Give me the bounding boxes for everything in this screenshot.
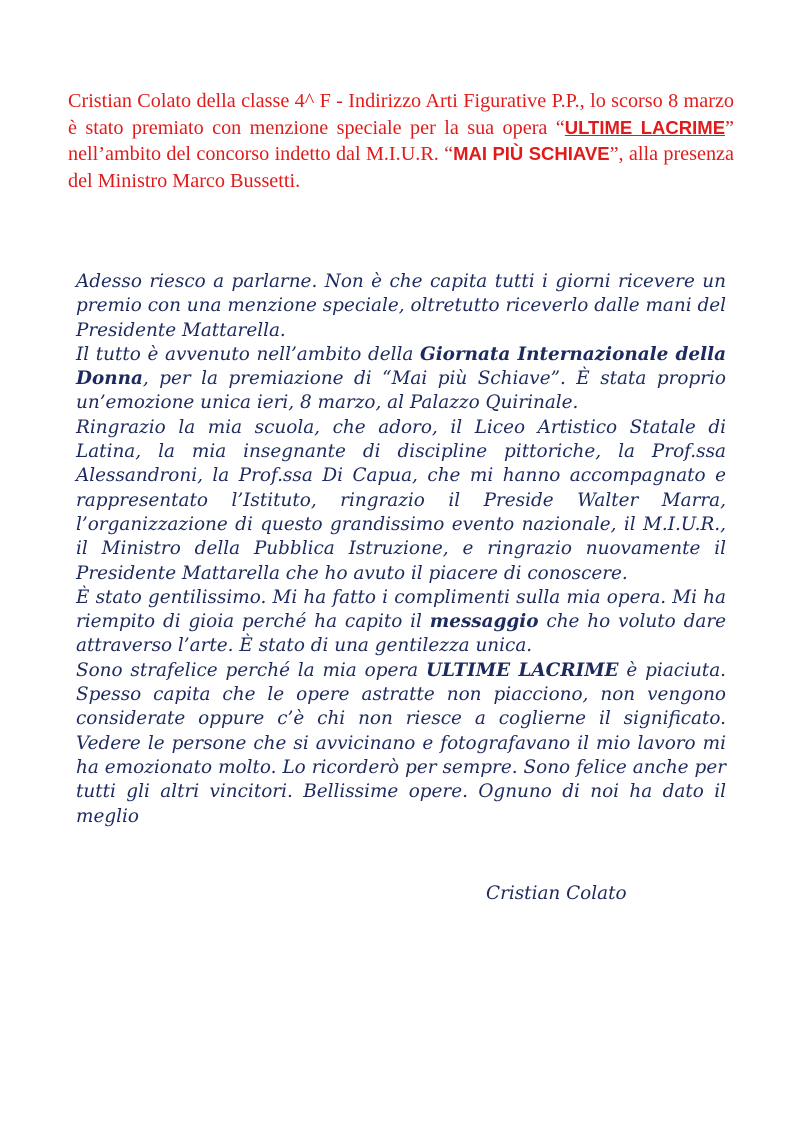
letter-p2-text-a: Il tutto è avvenuto nell’ambito della	[76, 343, 420, 365]
letter-paragraph-4	[76, 586, 726, 659]
letter-p4-text-a: È stato gentilissimo. Mi ha fatto i complimenti sulla mia opera. Mi ha riempito di gioia perché ha capito il	[76, 586, 726, 633]
letter-paragraph-2	[76, 343, 726, 416]
letter-p4-text-b: che ho voluto dare attraverso l’arte. È stato di una gentilezza unica.	[76, 611, 726, 657]
intro-text-3: ”, alla presenza del Ministro Marco Bussetti.	[68, 143, 734, 192]
letter-paragraph-1: Adesso riesco a parlarne. Non è che capita tutti i giorni ricevere un premio con una menzione speciale, oltretutto riceverlo dalle mani del Presidente Mattarella.	[76, 271, 726, 341]
opera-title: ULTIME LACRIME	[564, 116, 726, 138]
letter-body	[76, 270, 726, 829]
letter-opera-title: ULTIME LACRIME	[425, 659, 619, 681]
letter-p5-text-a: Sono strafelice perché la mia opera	[76, 659, 426, 681]
intro-text-1: Cristian Colato della classe 4^ F - Indirizzo Arti Figurative P.P., lo scorso 8 marzo è stato premiato con menzione speciale per la sua opera “	[68, 90, 734, 139]
letter-paragraph-5	[76, 659, 726, 829]
contest-title: MAI PIÙ SCHIAVE	[453, 143, 610, 164]
signature: Cristian Colato	[486, 883, 627, 904]
letter-p5-text-b: è piaciuta. Spesso capita che le opere astratte non piacciono, non vengono considerate oppure c’è chi non riesce a coglierne il significato. Vedere le persone che si avvicinano e fotografavano il mio lavoro mi ha emozionato molto. Lo ricorderò per sempre. Sono felice anche per tutti gli altri vincitori. Bellissime opere. Ognuno di noi ha dato il meglio	[76, 659, 727, 827]
intro-text-2: ” nell’ambito del concorso indetto dal M.I.U.R. “	[68, 116, 735, 165]
event-name: Giornata Internazionale della Donna	[76, 343, 726, 390]
letter-p2-text-b: , per la premiazione di “Mai più Schiave”. È stata proprio un’emozione unica ieri, 8 marzo, al Palazzo Quirinale.	[76, 368, 726, 414]
message-word: messaggio	[429, 611, 539, 633]
intro-paragraph	[68, 88, 734, 194]
letter-paragraph-3: Ringrazio la mia scuola, che adoro, il Liceo Artistico Statale di Latina, la mia insegnante di discipline pittoriche, la Prof.ssa Alessandroni, la Prof.ssa Di Capua, che mi hanno accompagnato e rappresentato l’Istituto, ringrazio il Preside Walter Marra, l’organizzazione di questo grandissimo evento nazionale, il M.I.U.R., il Ministro della Pubblica Istruzione, e ringrazio nuovamente il Presidente Mattarella che ho avuto il piacere di conoscere.	[76, 416, 726, 584]
